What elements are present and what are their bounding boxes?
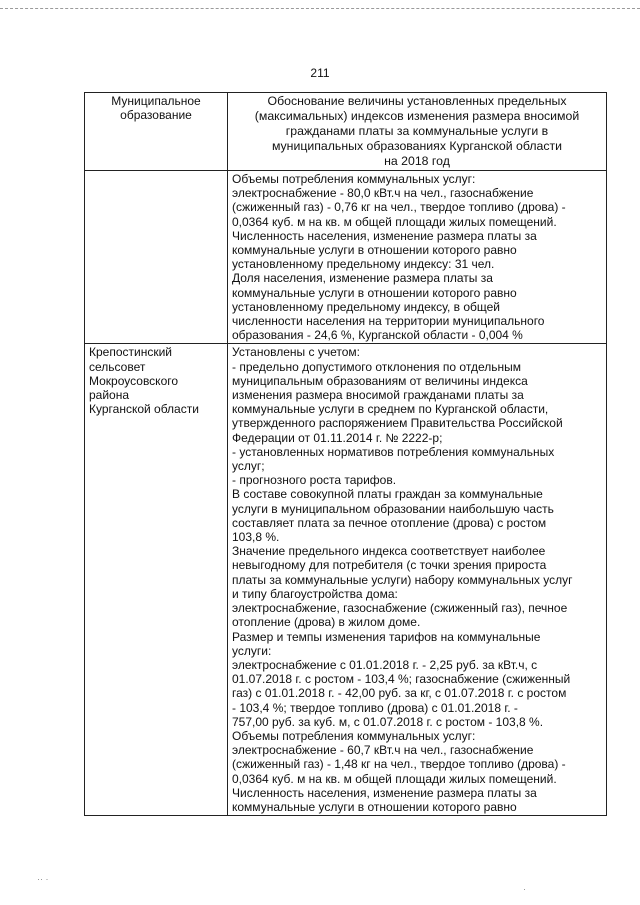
justification-cell xyxy=(228,344,607,816)
text-line: коммунальные услуги в отношении которого равно xyxy=(232,285,517,300)
text-line: электроснабжение с 01.01.2018 г. - 2,25 руб. за кВт.ч, с xyxy=(232,657,538,672)
justification-table xyxy=(84,92,607,816)
text-line: 103,8 %. xyxy=(232,530,280,545)
text-line: Размер и темпы изменения тарифов на коммунальные xyxy=(232,629,541,644)
text-line: - установленных нормативов потребления коммунальных xyxy=(232,444,555,459)
header-line: гражданами платы за коммунальные услуги в xyxy=(285,124,549,138)
text-line: услуг; xyxy=(232,459,265,474)
text-line: - 103,4 %; твердое топливо (дрова) с 01.01.2018 г. - xyxy=(232,700,518,715)
text-line: образования - 24,6 %, Курганской области - 0,004 % xyxy=(232,328,523,343)
header-line: Муниципальное xyxy=(111,94,201,108)
text-line: Федерации от 01.11.2014 г. № 2222-р; xyxy=(232,430,443,445)
header-justification xyxy=(228,93,607,171)
text-line: - прогнозного роста тарифов. xyxy=(232,473,397,488)
text-line: невыгодному для потребителя (с точки зрения прироста xyxy=(232,558,547,573)
text-line: 01.07.2018 г. с ростом - 103,4 %; газоснабжение (сжиженный xyxy=(232,672,571,687)
text-line: Мокроусовского xyxy=(89,373,179,388)
text-line: отопление (дрова) в жилом доме. xyxy=(232,615,421,630)
text-line: 757,00 руб. за куб. м, с 01.07.2018 г. с ростом - 103,8 %. xyxy=(232,714,544,729)
header-line: (максимальных) индексов изменения размера вносимой xyxy=(254,109,580,123)
text-line: - предельно допустимого отклонения по отдельным xyxy=(232,359,521,374)
header-municipality xyxy=(85,93,228,171)
text-line: (сжиженный газ) - 1,48 кг на чел., твердое топливо (дрова) - xyxy=(232,757,566,772)
text-line: электроснабжение, газоснабжение (сжиженный газ), печное xyxy=(232,601,568,616)
header-line: муниципальных образованиях Курганской области xyxy=(271,139,563,153)
text-line: Курганской области xyxy=(89,402,199,417)
text-line: Крепостинский xyxy=(89,345,172,360)
page-number: 211 xyxy=(310,66,330,80)
text-line: Доля населения, изменение размера платы за xyxy=(232,271,493,286)
text-line: установленному предельному индексу, в общей xyxy=(232,299,500,314)
text-line: коммунальные услуги в отношении которого равно xyxy=(232,799,517,814)
header-line: образование xyxy=(120,108,192,123)
table-row xyxy=(85,171,607,344)
text-line: численности населения на территории муниципального xyxy=(232,314,545,329)
scan-artifact-mark: ·· · xyxy=(37,874,49,884)
text-line: электроснабжение - 80,0 кВт.ч на чел., газоснабжение xyxy=(232,186,534,201)
scan-artifact-top-line xyxy=(0,8,640,9)
text-line: услуги: xyxy=(232,643,272,658)
text-line: изменения размера вносимой гражданами платы за xyxy=(232,388,524,403)
header-line: на 2018 год xyxy=(384,154,450,168)
text-line: составляет плата за печное отопление (дрова) с ростом xyxy=(232,515,547,530)
text-line: коммунальные услуги в среднем по Курганской области, xyxy=(232,402,549,417)
text-line: услуги в муниципальном образовании наибольшую часть xyxy=(232,501,554,516)
municipality-cell xyxy=(85,344,228,816)
municipality-cell xyxy=(85,171,228,344)
text-line: установленному предельному индексу: 31 чел. xyxy=(232,257,495,272)
scan-artifact-mark: · xyxy=(523,884,526,894)
text-line: газ) с 01.01.2018 г. - 42,00 руб. за кг, с 01.07.2018 г. с ростом xyxy=(232,686,567,701)
text-line: 0,0364 куб. м на кв. м общей площади жилых помещений. xyxy=(232,771,557,786)
text-line: района xyxy=(89,388,130,403)
text-line: Объемы потребления коммунальных услуг: xyxy=(232,172,476,186)
text-line: Значение предельного индекса соответствует наиболее xyxy=(232,544,546,559)
text-line: сельсовет xyxy=(89,359,146,374)
text-line: В составе совокупной платы граждан за коммунальные xyxy=(232,487,543,502)
text-line: Численность населения, изменение размера платы за xyxy=(232,228,537,243)
text-line: и типу благоустройства дома: xyxy=(232,586,398,601)
text-line: муниципальным образованиям от величины индекса xyxy=(232,373,528,388)
text-line: Установлены с учетом: xyxy=(232,345,360,360)
table-row xyxy=(85,344,607,816)
justification-cell xyxy=(228,171,607,344)
text-line: (сжиженный газ) - 0,76 кг на чел., твердое топливо (дрова) - xyxy=(232,200,566,215)
text-line: 0,0364 куб. м на кв. м общей площади жилых помещений. xyxy=(232,214,557,229)
text-line: Численность населения, изменение размера платы за xyxy=(232,785,537,800)
text-line: электроснабжение - 60,7 кВт.ч на чел., газоснабжение xyxy=(232,743,534,758)
header-line: Обоснование величины установленных предельных xyxy=(267,94,567,108)
text-line: коммунальные услуги в отношении которого равно xyxy=(232,243,517,258)
text-line: платы за коммунальные услуги) набору коммунальных услуг xyxy=(232,572,573,587)
text-line: Объемы потребления коммунальных услуг: xyxy=(232,728,476,743)
text-line: утвержденного распоряжением Правительства Российской xyxy=(232,416,563,431)
table-header-row xyxy=(85,93,607,171)
